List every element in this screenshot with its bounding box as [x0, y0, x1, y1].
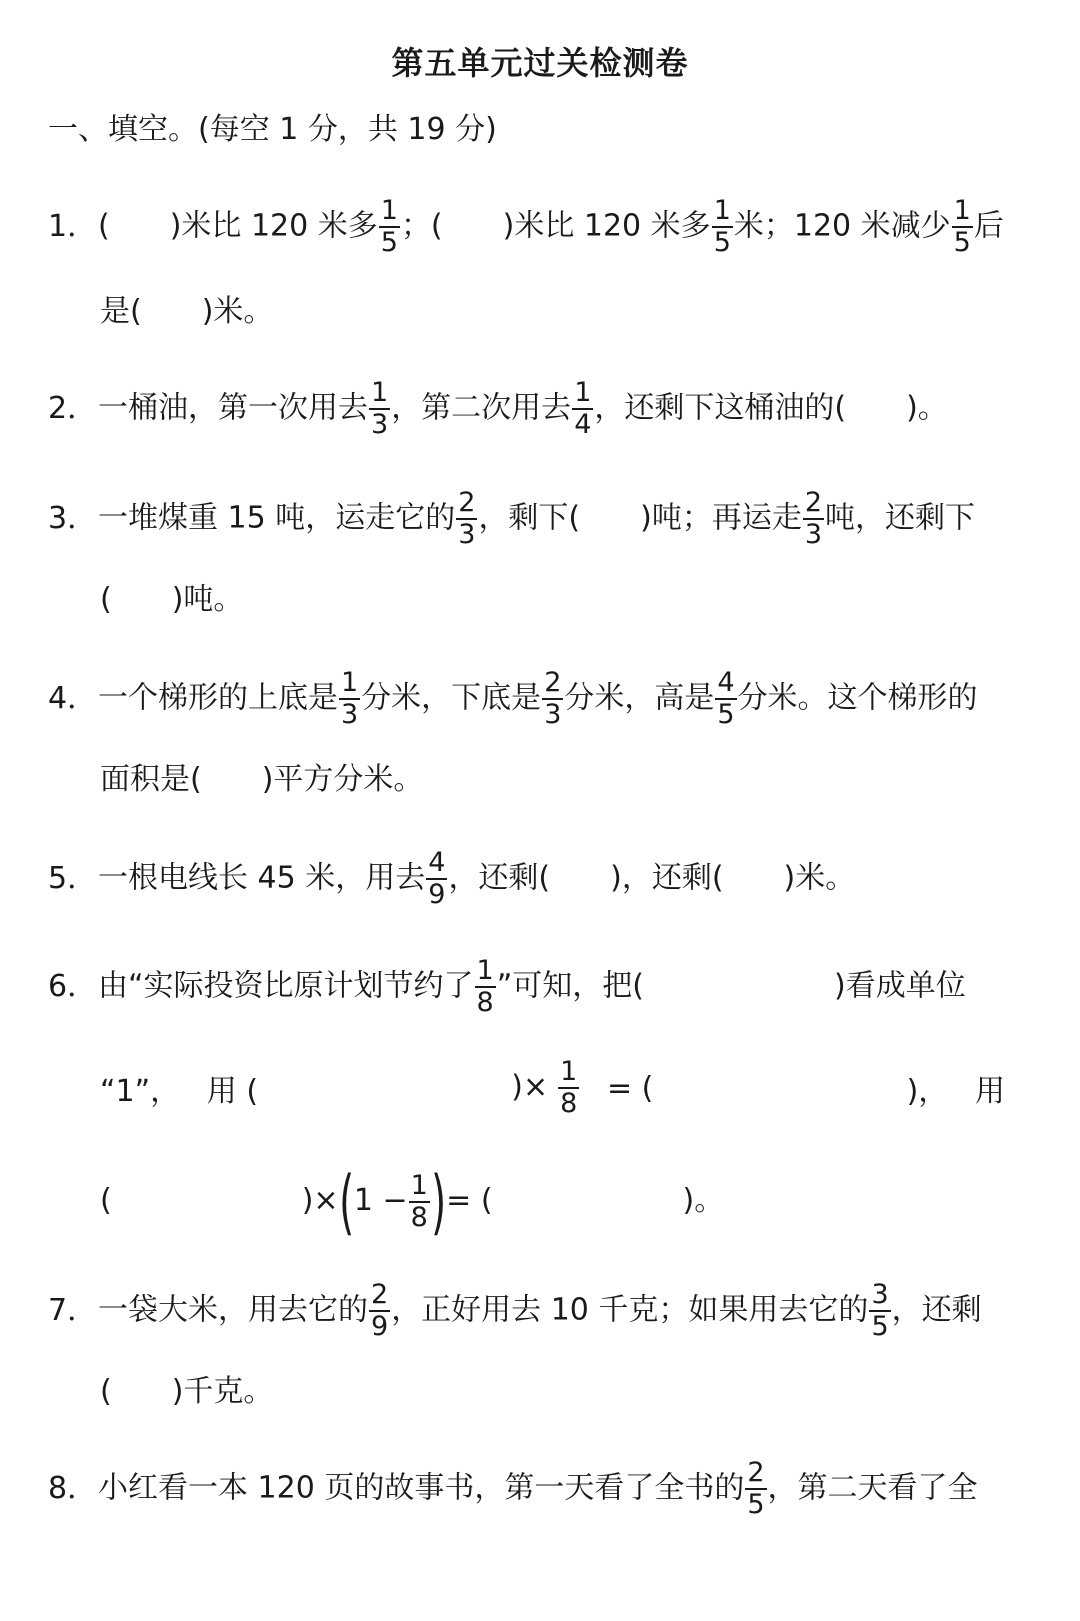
question-2: 2．一桶油，第一次用去 $\frac{1}{3}$ ，第二次用去 $\frac{1}{4}$ ，还剩下这桶油的( )。	[48, 377, 948, 440]
question-6: 6．由“实际投资比原计划节约了 $\frac{1}{8}$ ”可知，把( )看成单位	[48, 955, 966, 1018]
fraction: $\frac{1}{5}$	[713, 195, 731, 258]
fraction: $\frac{1}{4}$	[574, 377, 592, 440]
fraction: $\frac{4}{9}$	[428, 847, 446, 910]
fraction: $\frac{4}{5}$	[717, 667, 735, 730]
fraction: $\frac{1}{3}$	[371, 377, 389, 440]
fraction: $\frac{3}{5}$	[871, 1279, 889, 1342]
fraction: $\frac{2}{3}$	[458, 487, 476, 550]
fraction: $\frac{2}{9}$	[371, 1279, 389, 1342]
fraction: $\frac{1}{5}$	[380, 195, 398, 258]
question-1-continuation: 是( )米。	[100, 294, 274, 329]
question-number: 2．	[48, 390, 98, 426]
question-number: 6．	[48, 968, 98, 1004]
page-title: 第五单元过关检测卷	[391, 44, 689, 82]
question-6-line-3: ( )×(1 − $\frac{1}{8}$ )= ( )。	[100, 1160, 725, 1243]
fraction: $\frac{2}{3}$	[804, 487, 823, 550]
question-7: 7．一袋大米，用去它的 $\frac{2}{9}$ ，正好用去 10 千克；如果用去它的 $\frac{3}{5}$ ，还剩	[48, 1279, 982, 1342]
question-number: 1．	[48, 208, 98, 244]
fraction: $\frac{1}{5}$	[953, 195, 971, 258]
question-8: 8．小红看一本 120 页的故事书，第一天看了全书的 $\frac{2}{5}$ ，第二天看了全	[48, 1457, 978, 1520]
question-number: 4．	[48, 680, 98, 716]
fraction: $\frac{2}{5}$	[747, 1457, 765, 1520]
fraction: $\frac{1}{8}$	[410, 1169, 428, 1233]
question-7-continuation: ( )千克。	[100, 1374, 274, 1409]
fraction: $\frac{2}{3}$	[544, 667, 562, 730]
question-number: 8．	[48, 1470, 98, 1506]
fraction: $\frac{1}{8}$	[560, 1056, 578, 1119]
fraction: $\frac{1}{3}$	[341, 667, 359, 730]
question-1: 1．( )米比 120 米多 $\frac{1}{5}$ ；( )米比 120 米多 $\frac{1}{5}$ 米；120 米减少 $\frac{1}{5}$ 后	[48, 195, 1004, 258]
question-6-line-2: “1”， 用 ( )× $\frac{1}{8}$ = ( )， 用	[100, 1056, 1005, 1119]
question-number: 7．	[48, 1292, 98, 1328]
section-heading: 一、填空。(每空 1 分，共 19 分)	[48, 112, 497, 147]
question-number: 5．	[48, 860, 98, 896]
question-4: 4．一个梯形的上底是 $\frac{1}{3}$ 分米，下底是 $\frac{2}{3}$ 分米，高是 $\frac{4}{5}$ 分米。这个梯形的	[48, 667, 978, 730]
question-5: 5．一根电线长 45 米，用去 $\frac{4}{9}$ ，还剩( )，还剩( )米。	[48, 847, 856, 910]
question-3-continuation: ( )吨。	[100, 582, 244, 617]
fraction: $\frac{1}{8}$	[476, 955, 494, 1018]
question-4-continuation: 面积是( )平方分米。	[100, 762, 424, 797]
question-3: 3．一堆煤重 15 吨，运走它的 $\frac{2}{3}$ ，剩下( )吨；再运走 $\frac{2}{3}$ 吨，还剩下	[48, 487, 976, 550]
question-number: 3．	[48, 500, 98, 536]
